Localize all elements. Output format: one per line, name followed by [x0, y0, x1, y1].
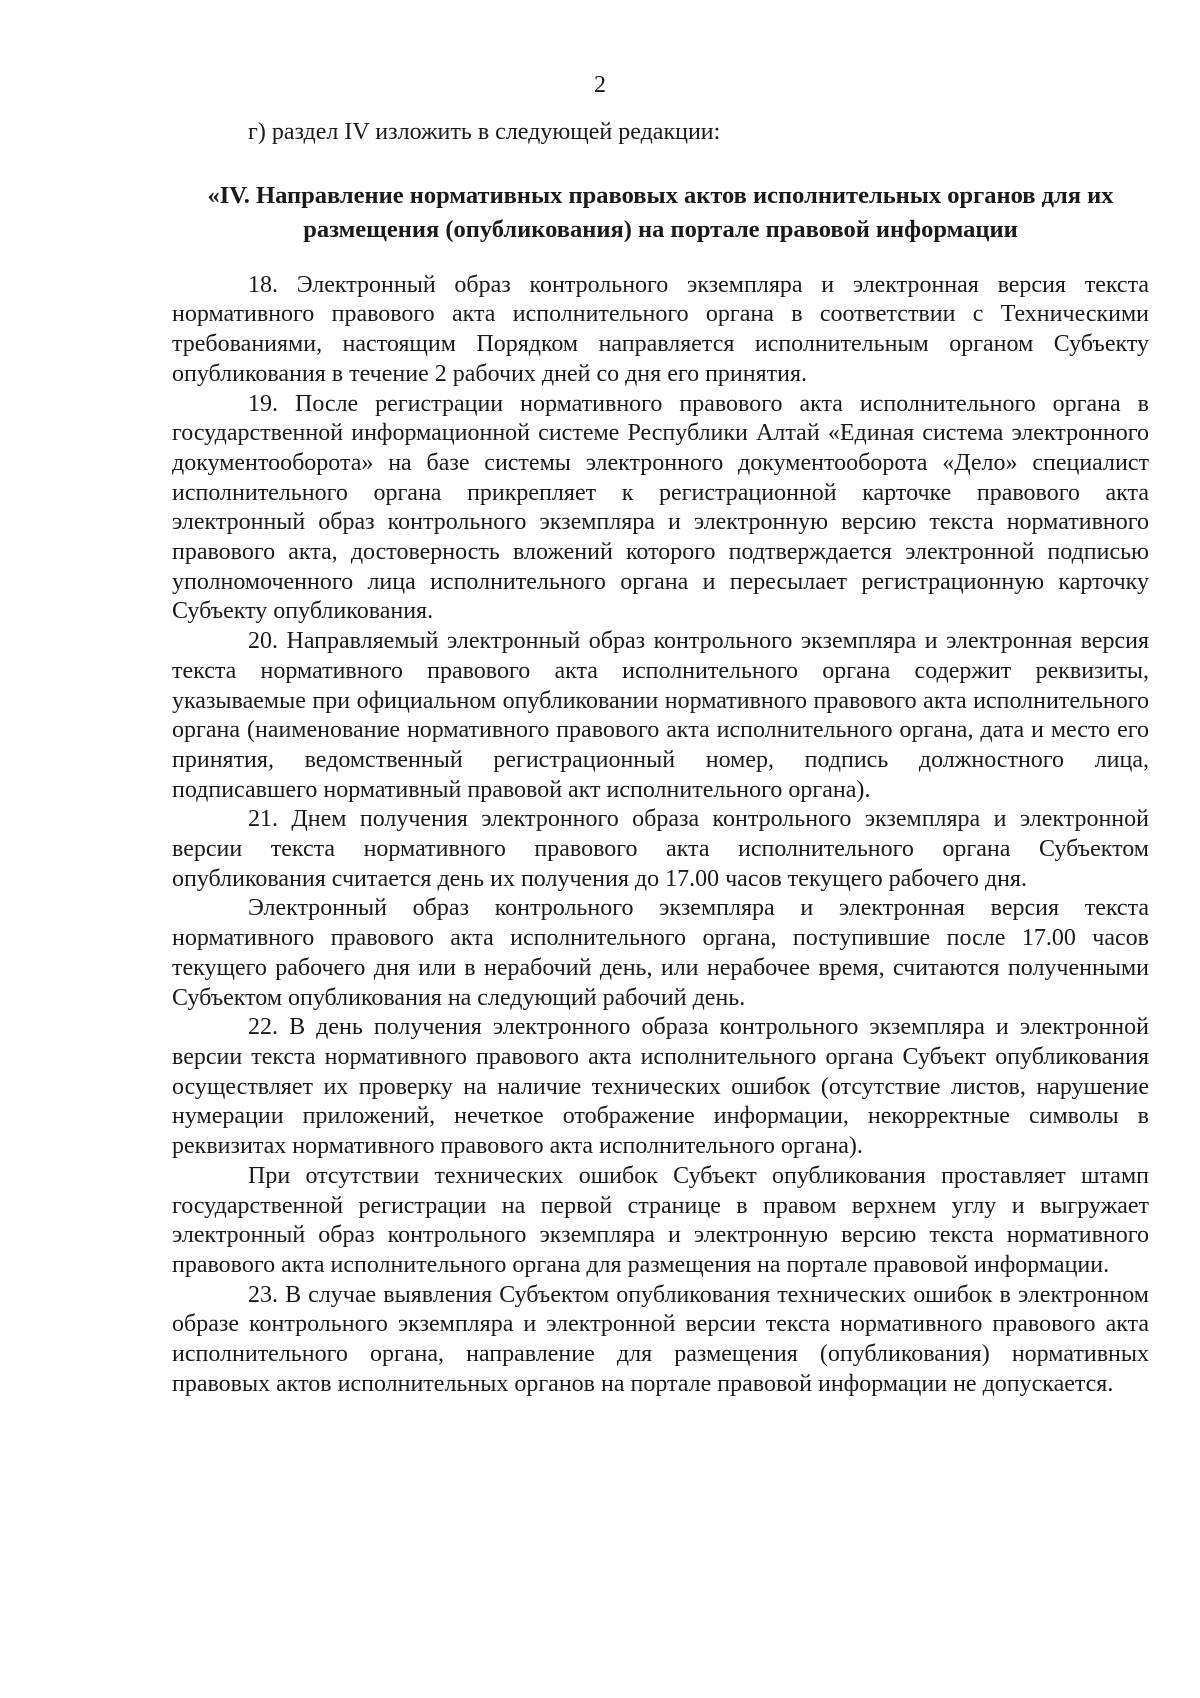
- amendment-intro: г) раздел IV изложить в следующей редакции:: [248, 119, 721, 145]
- section-heading: «IV. Направление нормативных правовых актов исполнительных органов для их размещения (опубликования) на портале правовой информации: [207, 181, 1114, 243]
- paragraph-20: 20. Направляемый электронный образ контрольного экземпляра и электронная версия текста нормативного правового акта исполнительного органа содержит реквизиты, указываемые при официальном опубликовании нормативного правового акта исполнительного органа (наименование нормативного правового акта исполнительного органа, дата и место его принятия, ведомственный регистрационный номер, подпись должностного лица, подписавшего нормативный правовой акт исполнительного органа).: [172, 628, 1149, 803]
- paragraph-23: 23. В случае выявления Субъектом опубликования технических ошибок в электронном образе контрольного экземпляра и электронной версии текста нормативного правового акта исполнительного органа, направление для размещения (опубликования) нормативных правовых актов исполнительных органов на портале правовой информации не допускается.: [172, 1281, 1149, 1397]
- paragraph-19: 19. После регистрации нормативного правового акта исполнительного органа в государственной информационной системе Республики Алтай «Единая система электронного документооборота» на базе системы электронного документооборота «Дело» специалист исполнительного органа прикрепляет к регистрационной карточке правового акта электронный образ контрольного экземпляра и электронную версию текста нормативного правового акта, достоверность вложений которого подтверждается электронной подписью уполномоченного лица исполнительного органа и пересылает регистрационную карточку Субъекту опубликования.: [172, 390, 1149, 625]
- page-number: 2: [594, 72, 606, 98]
- paragraph-21-continued: Электронный образ контрольного экземпляра и электронная версия текста нормативного правового акта исполнительного органа, поступившие после 17.00 часов текущего рабочего дня или в нерабочий день, или нерабочее время, считаются полученными Субъектом опубликования на следующий рабочий день.: [172, 895, 1149, 1011]
- document-body: [172, 118, 1149, 1399]
- paragraph-22-continued: При отсутствии технических ошибок Субъект опубликования проставляет штамп государственной регистрации на первой странице в правом верхнем углу и выгружает электронный образ контрольного экземпляра и электронную версию текста нормативного правового акта исполнительного органа для размещения на портале правовой информации.: [172, 1162, 1149, 1278]
- paragraph-22: 22. В день получения электронного образа контрольного экземпляра и электронной версии текста нормативного правового акта исполнительного органа Субъект опубликования осуществляет их проверку на наличие технических ошибок (отсутствие листов, нарушение нумерации приложений, нечеткое отображение информации, некорректные символы в реквизитах нормативного правового акта исполнительного органа).: [172, 1014, 1149, 1160]
- paragraph-21: 21. Днем получения электронного образа контрольного экземпляра и электронной версии текста нормативного правового акта исполнительного органа Субъектом опубликования считается день их получения до 17.00 часов текущего рабочего дня.: [172, 806, 1149, 892]
- paragraph-18: 18. Электронный образ контрольного экземпляра и электронная версия текста нормативного правового акта исполнительного органа в соответствии с Техническими требованиями, настоящим Порядком направляется исполнительным органом Субъекту опубликования в течение 2 рабочих дней со дня его принятия.: [172, 271, 1149, 387]
